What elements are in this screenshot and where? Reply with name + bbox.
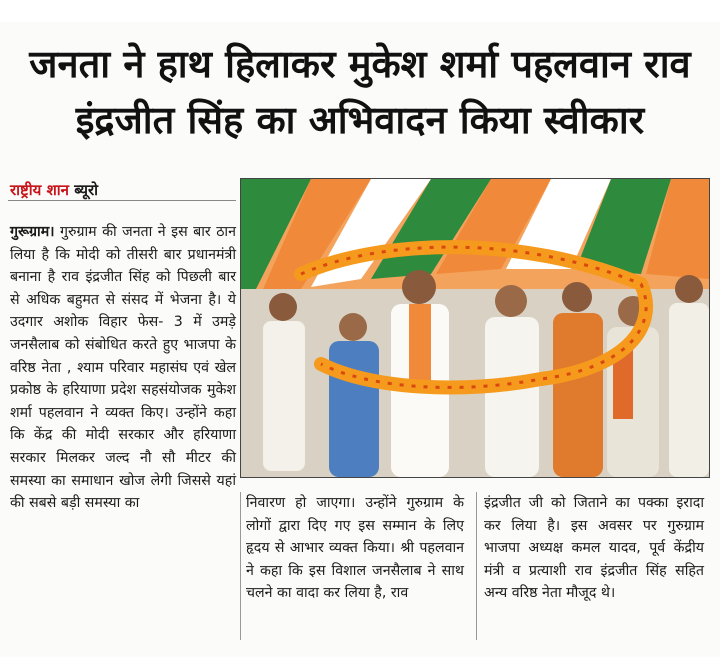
person-far-right: [669, 275, 709, 477]
headline-line-2: इंद्रजीत सिंह का अभिवादन किया स्वीकार: [75, 98, 645, 142]
article-column-1-text: गुरुग्राम की जनता ने इस बार ठान लिया है कि मोदी को तीसरी बार प्रधानमंत्री बनाना है राव इंद्रजीत सिंह को पिछली बार से अधिक बहुमत से संसद में भेजना है। ये उदगार अशोक विहार फेस- 3 में उमड़े जनसैलाब को संबोधित करते हुए भाजपा के वरिष्ठ नेता , श्याम परिवार महासंघ एवं खेल प्रकोष्ठ के हरियाणा प्रदेश सहसंयोजक मुकेश शर्मा पहलवान ने व्यक्त किए। उन्होंने कहा कि केंद्र की मोदी सरकार और हरियाणा सरकार मिलकर जल्द नौ सौ मीटर की समस्या का समाधान खोज लेगी जिससे यहां की सबसे बड़ी समस्या का: [10, 224, 236, 512]
column-divider-2: [476, 492, 477, 640]
headline: [6, 36, 714, 148]
byline-publication: राष्ट्रीय शान: [10, 181, 69, 199]
article-column-2: निवारण हो जाएगा। उन्होंने गुरुग्राम के लोगों द्वारा दिए गए इस सम्मान के लिए हृदय से आभार व्यक्त किया। श्री पहलवान ने कहा कि इस विशाल जनसैलाब ने साथ चलने का वादा कर लिया है, राव: [246, 495, 464, 602]
article-column-3: इंद्रजीत जी को जिताने का पक्का इरादा कर लिया है। इस अवसर पर गुरुग्राम भाजपा अध्यक्ष कमल यादव, पूर्व केंद्रीय मंत्री व प्रत्याशी राव इंद्रजीत सिंह सहित अन्य वरिष्ठ नेता मौजूद थे।: [484, 495, 704, 602]
event-photo-illustration: [241, 179, 709, 477]
column-divider-1: [240, 492, 241, 640]
byline-rule: [8, 200, 236, 201]
top-margin: [0, 0, 720, 22]
byline-bureau: ब्यूरो: [74, 181, 98, 199]
headline-line-1: जनता ने हाथ हिलाकर मुकेश शर्मा पहलवान राव: [29, 42, 691, 86]
event-photo: [240, 178, 710, 478]
byline: [10, 180, 98, 200]
dateline: गुरूग्राम।: [10, 224, 55, 240]
article-column-1: [10, 221, 236, 515]
